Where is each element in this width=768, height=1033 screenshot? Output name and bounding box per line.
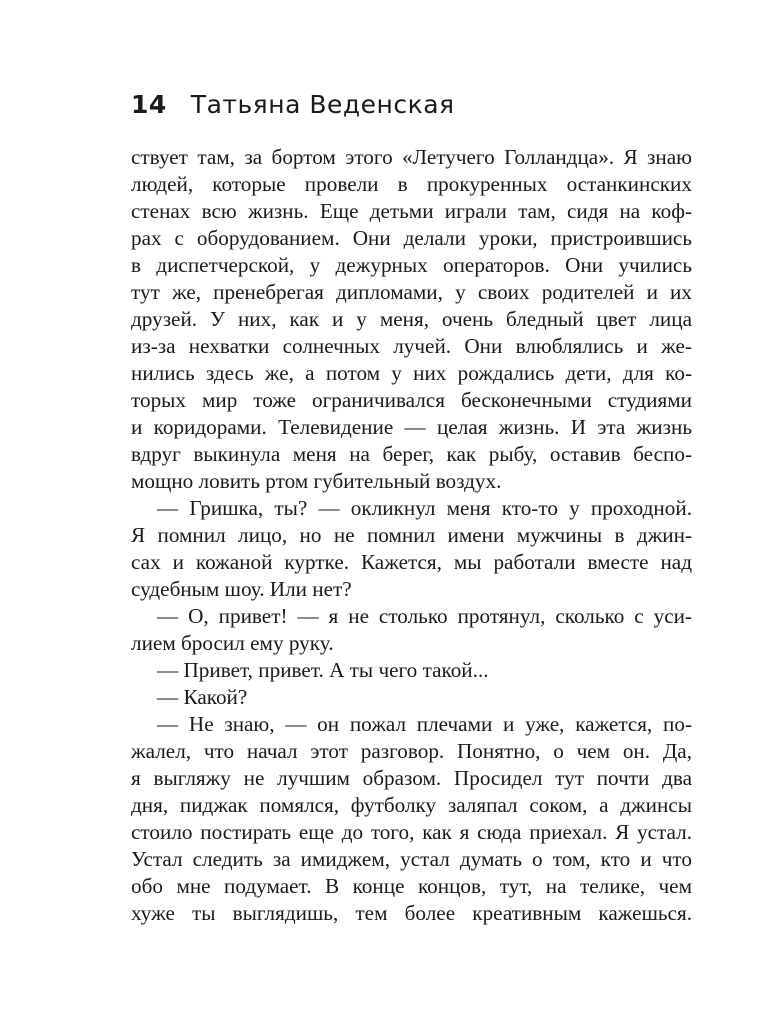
- text-line: — Какой?: [157, 685, 248, 709]
- text-line: я выгляжу не лучшим образом. Просидел тут почти два: [131, 766, 692, 790]
- page-number: 14: [131, 90, 167, 119]
- text-line: жалел, что начал этот разговор. Понятно, о чем он. Да,: [131, 739, 692, 763]
- text-line: стоило постирать еще до того, как я сюда приехал. Я устал.: [131, 820, 692, 844]
- text-line: Устал следить за имиджем, устал думать о том, кто и что: [131, 847, 692, 871]
- text-line: друзей. У них, как и у меня, очень бледный цвет лица: [131, 307, 692, 331]
- paragraph: [131, 603, 692, 657]
- text-line: и коридорами. Телевидение — целая жизнь. И эта жизнь: [131, 415, 692, 439]
- text-line: дня, пиджак помялся, футболку заляпал соком, а джинсы: [131, 793, 692, 817]
- paragraph: [131, 684, 692, 711]
- text-line: вдруг выкинула меня на берег, как рыбу, оставив беспо-: [131, 442, 692, 466]
- text-line: мощно ловить ртом губительный воздух.: [131, 469, 502, 493]
- paragraph: [131, 657, 692, 684]
- text-line: рах с оборудованием. Они делали уроки, пристроившись: [131, 226, 692, 250]
- paragraph: [131, 495, 692, 603]
- author-name: Татьяна Веденская: [190, 90, 455, 119]
- text-line: лием бросил ему руку.: [131, 631, 334, 655]
- text-line: стенах всю жизнь. Еще детьми играли там, сидя на коф-: [131, 199, 692, 223]
- text-line: людей, которые провели в прокуренных останкинских: [131, 172, 692, 196]
- text-line: в диспетчерской, у дежурных операторов. Они учились: [131, 253, 692, 277]
- text-line: судебным шоу. Или нет?: [131, 577, 352, 601]
- text-line: из-за нехватки солнечных лучей. Они влюблялись и же-: [131, 334, 692, 358]
- text-line: тут же, пренебрегая дипломами, у своих родителей и их: [131, 280, 692, 304]
- text-line: — Гришка, ты? — окликнул меня кто-то у проходной.: [157, 496, 692, 520]
- text-line: ствует там, за бортом этого «Летучего Голландца». Я знаю: [131, 145, 692, 169]
- text-line: обо мне подумает. В конце концов, тут, на телике, чем: [131, 874, 692, 898]
- text-line: торых мир тоже ограничивался бесконечными студиями: [131, 388, 692, 412]
- paragraph: [131, 711, 692, 927]
- text-line: — О, привет! — я не столько протянул, сколько с уси-: [157, 604, 692, 628]
- text-line: Я помнил лицо, но не помнил имени мужчины в джин-: [131, 523, 692, 547]
- text-line: — Не знаю, — он пожал плечами и уже, кажется, по-: [157, 712, 692, 736]
- text-line: хуже ты выглядишь, тем более креативным кажешься.: [131, 901, 692, 925]
- text-line: нились здесь же, а потом у них рождались дети, для ко-: [131, 361, 692, 385]
- text-line: — Привет, привет. А ты чего такой...: [157, 658, 489, 682]
- text-line: сах и кожаной куртке. Кажется, мы работали вместе над: [131, 550, 692, 574]
- body-text: [131, 144, 692, 927]
- running-head: [131, 90, 455, 124]
- paragraph: [131, 144, 692, 495]
